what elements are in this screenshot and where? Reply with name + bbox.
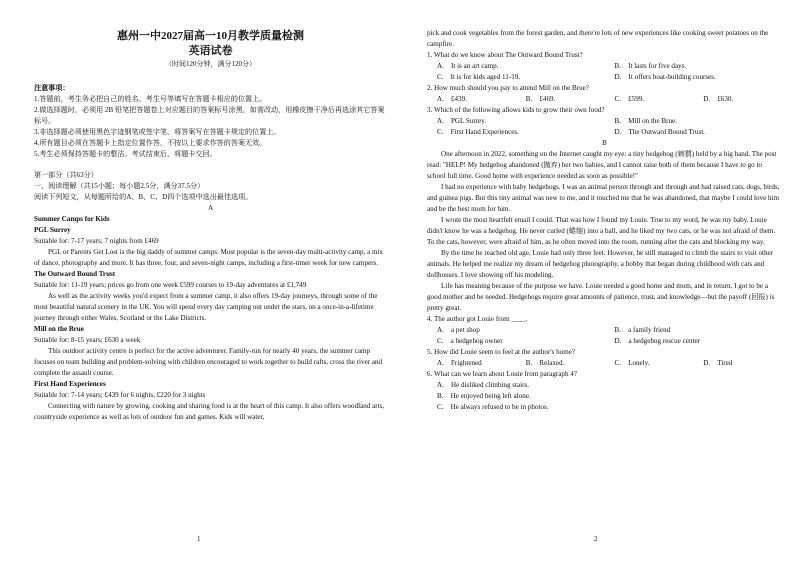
answer-option[interactable]: A. £439. <box>437 95 467 103</box>
answer-option[interactable]: B. £469. <box>525 95 556 103</box>
exam-time-score: （时间120分钟，满分120分） <box>165 60 256 68</box>
notes-list <box>34 94 387 160</box>
notes-item: 2.做选择题时，必须用 2B 铅笔把答题卷上对应题目的答案标号涂黑，如需改动，用橡皮擦干净后再选涂其它答案标号。 <box>34 106 385 125</box>
answer-option[interactable]: C. £599. <box>614 95 645 103</box>
passage-b-paragraph: I had no experience with baby hedgehogs. I was an animal person through and through and had raised cats, dogs, birds, and guinea pigs. But this tiny animal was new to me, and it touched me that he was abandoned, that maybe I could love him and be the best mom for him. <box>427 183 780 213</box>
answer-option[interactable]: B. He enjoyed being left alone. <box>437 392 531 400</box>
camp-name: First Hand Experiences <box>34 380 106 388</box>
answer-option[interactable]: B. It lasts for five days. <box>614 62 687 70</box>
answer-option[interactable]: C. Lonely. <box>614 359 650 367</box>
notes-item: 1.答题前，考生务必把自己的姓名、考生号等填写在答题卡相应的位置上。 <box>34 95 267 103</box>
right-page <box>397 0 794 561</box>
part1-section: 一、阅读理解（共15小题；每小题2.5分，满分37.5分） <box>34 182 205 190</box>
camp-name: The Outward Bound Trust <box>34 270 116 278</box>
camp-block <box>34 269 387 324</box>
camp-block <box>34 324 387 379</box>
camp-suitable: Suitable for: 11-19 years; prices go from one week £599 courses to 19-day adventures at £1,749 <box>34 281 307 289</box>
passage-a-label: A <box>207 204 214 212</box>
page-number-left: 1 <box>197 535 201 543</box>
answer-option[interactable]: C. It is for kids aged 11-19. <box>437 73 521 81</box>
answer-option[interactable]: A. It is an art camp. <box>437 62 499 70</box>
notes-item: 3.非选择题必须使用黑色字迹钢笔或签字笔，将答案写在答题卡规定的位置上。 <box>34 128 281 136</box>
camp-name: Mill on the Brue <box>34 325 84 333</box>
page-number-right: 2 <box>594 535 598 543</box>
camp-suitable: Suitable for: 8-15 years; £630 a week <box>34 336 141 344</box>
answer-option[interactable]: D. The Outward Bound Trust. <box>614 128 705 136</box>
camp-block <box>34 379 387 423</box>
part1-heading: 第一部分（共63分） <box>34 171 98 179</box>
camp-text-tail: pick and cook vegetables from the forest garden, and there're lots of new experiences like cooking sweet potatoes on the campfire. <box>427 29 769 48</box>
question-stem: 3. Which of the following allows kids to grow their own food? <box>427 106 605 114</box>
answer-option[interactable]: D. Tired <box>703 359 733 367</box>
answer-option[interactable]: A. PGL Surrey. <box>437 117 487 125</box>
passage-b-paragraph: Life has meaning because of the purpose we have. Louie needed a good home and mom, and in return, I got to be a good mother and be needed. Hedgehogs require great amounts of patience, trust, and knowledge—but the payoff (回报) is pretty great. <box>427 282 775 312</box>
question-stem: 4. The author got Louie from ____. <box>427 315 528 323</box>
camp-suitable: Suitable for: 7-14 years; £439 for 6 nights, £220 for 3 nights <box>34 391 206 399</box>
answer-option[interactable]: C. First Hand Experiences. <box>437 128 519 136</box>
question-options <box>427 61 782 83</box>
camp-text: PGL or Parents Get Lost is the big daddy of summer camps. Most popular is the seven-day multi-activity camp, a mix of dance, photography and more. It has three, four, and seven-night camps, including a first-timer week for new campers. <box>34 248 384 267</box>
exam-subject: 英语试卷 <box>188 45 233 57</box>
answer-option[interactable]: D. It offers boat-building courses. <box>614 73 716 81</box>
question-stem: 1. What do we know about The Outward Bound Trust? <box>427 51 583 59</box>
answer-option[interactable]: D. £630. <box>703 95 734 103</box>
camp-name: PGL Surrey <box>34 226 71 234</box>
question-options <box>427 94 782 105</box>
question-group-a <box>427 50 782 138</box>
question-options <box>427 358 782 369</box>
question-stem: 5. How did Louie seem to feel at the author's home? <box>427 348 576 356</box>
answer-option[interactable]: B. Mill on the Brue. <box>614 117 677 125</box>
part1-instruction: 阅读下列短文，从每题所给的A、B、C、D四个选项中选出最佳选项。 <box>34 193 253 201</box>
notes-item: 4.所有题目必须在答题卡上指定位置作答，不按以上要求作答的答案无效。 <box>34 139 267 147</box>
notes-heading: 注意事项： <box>34 84 70 92</box>
camp-text: As well as the activity weeks you'd expect from a summer camp, it also offers 19-day journeys, through some of the most beautiful natural scenery in the UK. You will spend every day camping out under the stars, on a once-in-a-lifetime journey through either Wales, Scotland or the Lake Districts. <box>34 292 378 322</box>
answer-option[interactable]: A. He disliked climbing stairs. <box>437 381 530 389</box>
notes-item: 5.考生必须保持答题卡的整洁。考试结束后，将题卡交回。 <box>34 150 217 158</box>
question-options <box>427 380 782 413</box>
camp-block <box>34 225 387 269</box>
passage-b-paragraph: By the time he reached old age, Louie had only three feet. However, he still managed to climb the stairs to visit other animals. He helped me realize my dream of hedgehog photography, a hobby that began during childhood with cats and dollhouses. I love showing off his modeling. <box>427 249 774 279</box>
passage-b-paragraph: One afternoon in 2022, something on the Internet caught my eye: a tiny hedgehog (刺猬) held by a big hand. The post read: "HELP! My hedgehog abandoned (抛弃) her two babies, and I cannot raise both of them because I have to go to school full time. Good home with experience needed as soon as possible!" <box>427 150 777 180</box>
camp-text: This outdoor activity centre is perfect for the active adventurer. Family-run for nearly 40 years, the summer camp focuses on team building and problem-solving with children encouraged to work together to build rafts, cross the river and complete the assault course. <box>34 347 383 377</box>
answer-option[interactable]: A. a pet shop <box>437 326 480 334</box>
question-group-b <box>427 314 782 413</box>
passage-b-paragraph: I wrote the most heartfelt email I could. That was how I found my Louie. True to my word, he was my baby. Louie didn't know he was a hedgehog. He never curled (蜷缩) into a ball, and he liked my two cats, or he was not afraid of them. To the cats, however, were afraid of him, as he often moved into the room, running after the cats and blocking my way. <box>427 216 776 246</box>
question-options <box>427 325 782 347</box>
camp-text: Connecting with nature by growing, cooking and sharing food is at the heart of this camp. It also offers woodland arts, countryside experience as well as lots of outdoor fun and games. Kids will water, <box>34 402 385 421</box>
answer-option[interactable]: D. a hedgehog rescue center <box>614 337 700 345</box>
question-stem: 2. How much should you pay to attend Mill on the Brue? <box>427 84 589 92</box>
passage-a-heading: Summer Camps for Kids <box>34 215 110 223</box>
answer-option[interactable]: B. a family friend <box>614 326 671 334</box>
question-options <box>427 116 782 138</box>
passage-b-label: B <box>602 139 607 147</box>
answer-option[interactable]: A. Frightened <box>437 359 482 367</box>
answer-option[interactable]: C. He always refused to be in photos. <box>437 403 549 411</box>
exam-title: 惠州一中2027届高一10月教学质量检测 <box>117 30 304 42</box>
camp-suitable: Suitable for: 7-17 years; 7 nights from £469 <box>34 237 159 245</box>
answer-option[interactable]: C. a hedgehog owner <box>437 337 503 345</box>
answer-option[interactable]: B. Relaxed. <box>525 359 565 367</box>
question-stem: 6. What can we learn about Louie from paragraph 4? <box>427 370 577 378</box>
